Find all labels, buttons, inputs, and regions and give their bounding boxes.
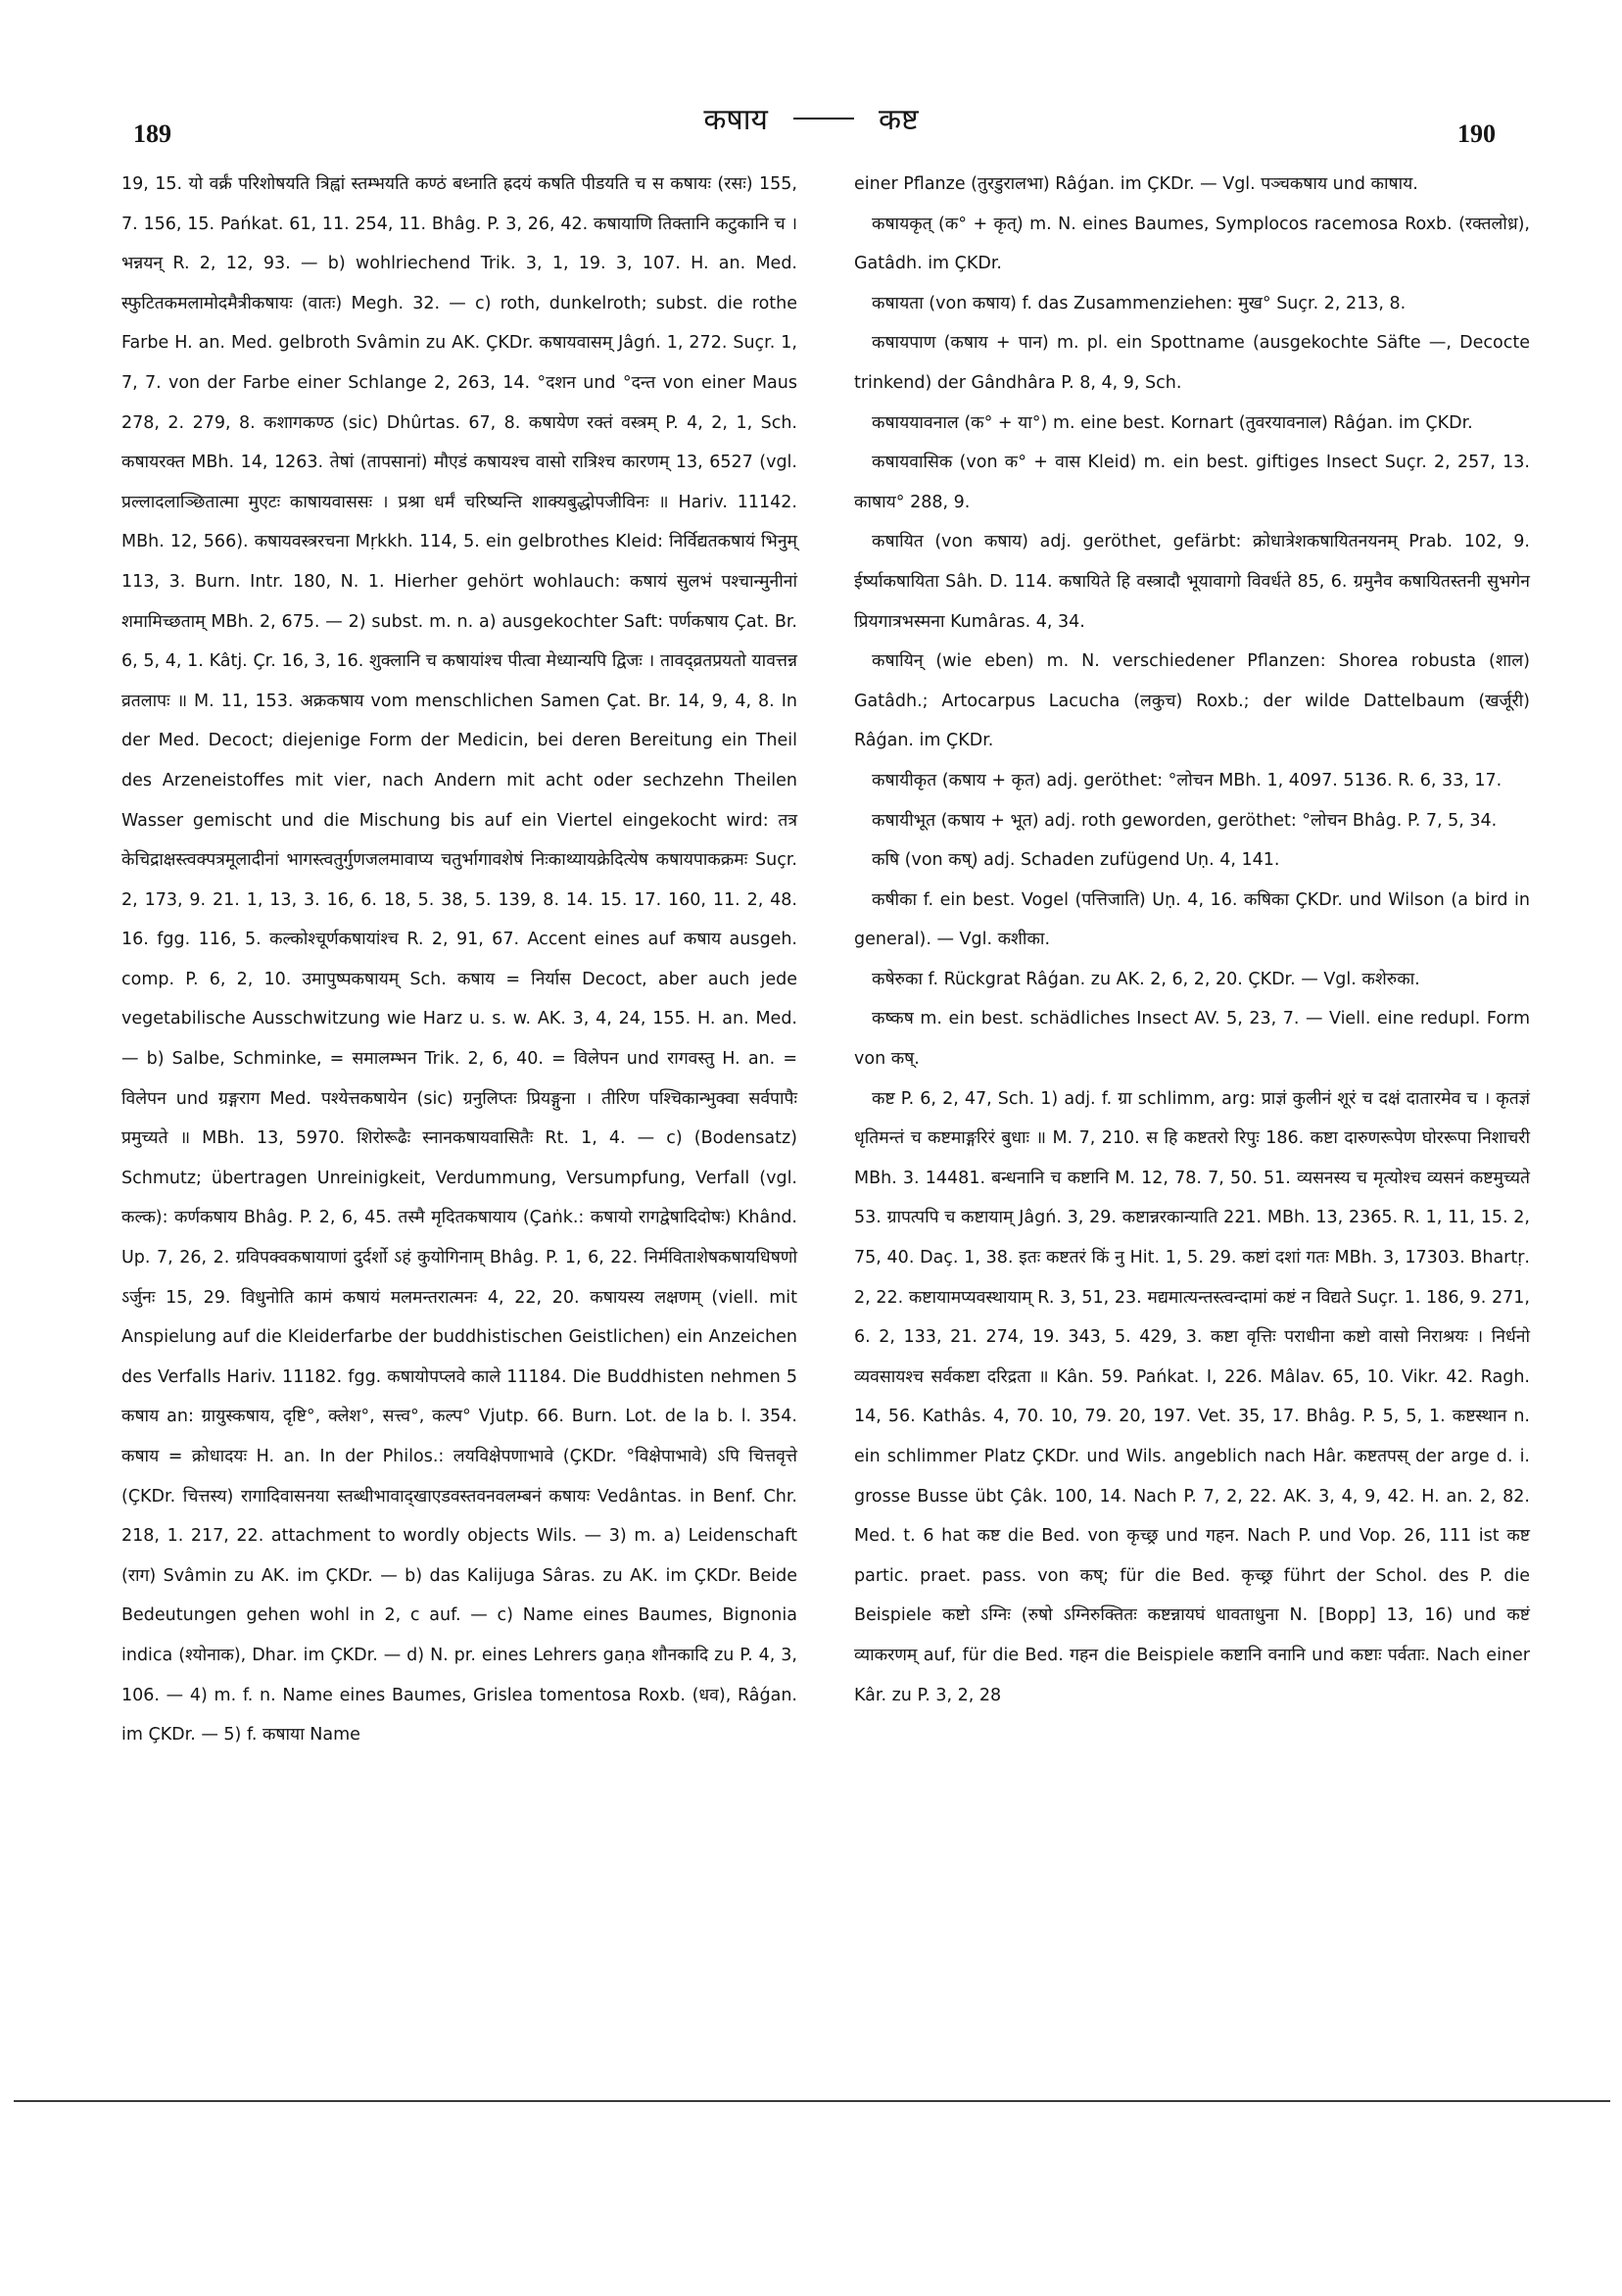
page-number-left: 189 (133, 120, 171, 148)
page-number-right: 190 (1457, 120, 1496, 148)
bottom-rule (14, 2100, 1610, 2102)
entry-kashi: कषि (von कष्) adj. Schaden zufügend Uṇ. 4, 141. (872, 850, 1280, 871)
running-header (0, 98, 1622, 138)
entry-kashkasha: कष्कष m. ein best. schädliches Insect AV. 5, 23, 7. — Viell. eine redupl. Form von कष्. (854, 1009, 1530, 1070)
entry-kashayakrt: कषायकृत् (क° + कृत्) m. N. eines Baumes, Symplocos racemosa Roxb. (रक्तलोध्र), Gatâdh. im ÇKDr. (854, 214, 1530, 274)
entry-kashayata: कषायता (von कषाय) f. das Zusammenziehen: मुख° Suçr. 2, 213, 8. (872, 293, 1407, 313)
entry-kashayita: कषायित (von कषाय) adj. geröthet, gefärbt: क्रोधात्रेशकषायितनयनम् Prab. 102, 9. ईर्ष्याकषायिता Sâh. D. 114. कषायिते हि वस्त्रादौ भूयावागो विवर्धते 85, 6. ग्रमुनैव कषायितस्तनी सुभगेन प्रियगात्रभस्मना Kumâras. 4, 34. (854, 532, 1530, 632)
right-column (854, 165, 1530, 1715)
entry-kashayibhuta: कषायीभूत (कषाय + भूत) adj. roth geworden, geröthet: °लोचन Bhâg. P. 7, 5, 34. (872, 810, 1498, 831)
running-headword-left: कषाय (703, 103, 768, 137)
entry-kashayayavanala: कषाययावनाल (क° + या°) m. eine best. Kornart (तुवरयावनाल) Râǵan. im ÇKDr. (872, 412, 1473, 433)
entry-kashayikrta: कषायीकृत (कषाय + कृत) adj. geröthet: °लोचन MBh. 1, 4097. 5136. R. 6, 33, 17. (872, 770, 1503, 790)
entry-kashayapana: कषायपाण (कषाय + पान) m. pl. ein Spottname (ausgekochte Säfte —, Decocte trinkend) der Gândhâra P. 8, 4, 9, Sch. (854, 333, 1530, 393)
left-column (121, 165, 797, 1755)
entry-kashayavasika: कषायवासिक (von क° + वास Kleid) m. ein best. giftiges Insect Suçr. 2, 257, 13. काषाय° 288, 9. (854, 453, 1530, 512)
running-headword-right: कष्ट (879, 103, 919, 137)
entry-kashayin: कषायिन् (wie eben) m. N. verschiedener Pflanzen: Shorea robusta (शाल) Gatâdh.; Artocarpus Lacucha (लकुच) Roxb.; der wilde Dattelbaum (खर्जूरी) Râǵan. im ÇKDr. (854, 651, 1530, 751)
entry-continuation-kashaya: 19, 15. यो वर्क्रं परिशोषयति त्रिह्वां स्तम्भयति कण्ठं बध्नाति ह्रदयं कषति पीडयति च स कषायः (रसः) 155, 7. 156, 15. Pańkat. 61, 11. 254, 11. Bhâg. P. 3, 26, 42. कषायाणि तिक्तानि कटुकानि च । भन्नयन् R. 2, 12, 93. — b) wohlriechend Trik. 3, 1, 19. 3, 107. H. an. Med. स्फुटितकमलामोदमैत्रीकषायः (वातः) Megh. 32. — c) roth, dunkelroth; subst. die rothe Farbe H. an. Med. gelbroth Svâmin zu AK. ÇKDr. कषायवासम् Jâgń. 1, 272. Suçr. 1, 7, 7. von der Farbe einer Schlange 2, 263, 14. °दशन und °दन्त von einer Maus 278, 2. 279, 8. कशागकण्ठ (sic) Dhûrtas. 67, 8. कषायेण रक्तं वस्त्रम् P. 4, 2, 1, Sch. कषायरक्त MBh. 14, 1263. तेषां (तापसानां) मौएडं कषायश्च वासो रात्रिश्च कारणम् 13, 6527 (vgl. प्रल्लादलाञ्छितात्मा मुएटः काषायवाससः । प्रश्रा धर्मं चरिष्यन्ति शाक्यबुद्धोपजीविनः ॥ Hariv. 11142. MBh. 12, 566). कषायवस्त्ररचना Mṛkkh. 114, 5. ein gelbrothes Kleid: निर्विद्यतकषायं भिनुम् 113, 3. Burn. Intr. 180, N. 1. Hierher gehört wohlauch: कषायं सुलभं पश्चान्मुनीनां शमामिच्छताम् MBh. 2, 675. — 2) subst. m. n. a) ausgekochter Saft: पर्णकषाय Çat. Br. 6, 5, 4, 1. Kâtj. Çr. 16, 3, 16. शुक्लानि च कषायांश्च पीत्वा मेध्यान्यपि द्विजः । तावद्व्रतप्रयतो यावत्तन्न व्रतलापः ॥ M. 11, 153. अक्रकषाय vom menschlichen Samen Çat. Br. 14, 9, 4, 8. In der Med. Decoct; diejenige Form der Medicin, bei deren Bereitung ein Theil des Arzeneistoffes mit vier, nach Andern mit acht oder sechzehn Theilen Wasser gemischt und die Mischung bis auf ein Viertel eingekocht wird: तत्र केचिद्राक्षस्त्वक्पत्रमूलादीनां भागस्त्वतुर्गुणजलमावाप्य चतुर्भागावशेषं निःकाथ्यायक्रेदित्येष कषायपाकक्रमः Suçr. 2, 173, 9. 21. 1, 13, 3. 16, 6. 18, 5. 38, 5. 139, 8. 14. 15. 17. 160, 11. 2, 48. 16. fgg. 116, 5. कल्कोश्चूर्णकषायांश्च R. 2, 91, 67. Accent eines auf कषाय ausgeh. comp. P. 6, 2, 10. उमापुष्पकषायम् Sch. कषाय = निर्यास Decoct, aber auch jede vegetabilische Ausschwitzung wie Harz u. s. w. AK. 3, 4, 24, 155. H. an. Med. — b) Salbe, Schminke, = समालम्भन Trik. 2, 6, 40. = विलेपन und रागवस्तु H. an. = विलेपन und ग्रङ्गराग Med. पश्येत्तकषायेन (sic) ग्रनुलिप्तः प्रियङ्गुना । तीरिण पश्चिकान्भुक्वा सर्वपापैः प्रमुच्यते ॥ MBh. 13, 5970. शिरोरूढैः स्नानकषायवासितैः Rt. 1, 4. — c) (Bodensatz) Schmutz; übertragen Unreinigkeit, Verdummung, Versumpfung, Verfall (vgl. कल्क): कर्णकषाय Bhâg. P. 2, 6, 45. तस्मै मृदितकषायाय (Çaṅk.: कषायो रागद्वेषादिदोषः) Khând. Up. 7, 26, 2. ग्रविपक्वकषायाणां दुर्दर्शो ऽहं कुयोगिनाम् Bhâg. P. 1, 6, 22. निर्मविताशेषकषायधिषणो ऽर्जुनः 15, 29. विधुनोति कामं कषायं मलमन्तरात्मनः 4, 22, 20. कषायस्य लक्षणम् (viell. mit Anspielung auf die Kleiderfarbe der buddhistischen Geistlichen) ein Anzeichen des Verfalls Hariv. 11182. fgg. कषायोपप्लवे काले 11184. Die Buddhisten nehmen 5 कषाय an: ग्रायुस्कषाय, दृष्टि°, क्लेश°, सत्त्व°, कल्प° Vjutp. 66. Burn. Lot. de la b. l. 354. कषाय = क्रोधादयः H. an. In der Philos.: लयविक्षेपणाभावे (ÇKDr. °विक्षेपाभावे) ऽपि चित्तवृत्ते (ÇKDr. चित्तस्य) रागादिवासनया स्तब्धीभावाद्खाएडवस्तवनवलम्बनं कषायः Vedântas. in Benf. Chr. 218, 1. 217, 22. attachment to wordly objects Wils. — 3) m. a) Leidenschaft (राग) Svâmin zu AK. im ÇKDr. — b) das Kalijuga Sâras. zu AK. im ÇKDr. Beide Bedeutungen gehen wohl in 2, c auf. — c) Name eines Baumes, Bignonia indica (श्योनाक), Dhar. im ÇKDr. — d) N. pr. eines Lehrers gaṇa शौनकादि zu P. 4, 3, 106. — 4) m. f. n. Name eines Baumes, Grislea tomentosa Roxb. (धव), Râǵan. im ÇKDr. — 5) f. कषाया Name (121, 174, 798, 1746)
entry-continuation: einer Pflanze (तुरडुरालभा) Râǵan. im ÇKDr. — Vgl. पञ्चकषाय und काषाय. (854, 174, 1418, 194)
header-dash (793, 118, 854, 120)
entry-kashika: कषीका f. ein best. Vogel (पत्तिजाति) Uṇ. 4, 16. कषिका ÇKDr. und Wilson (a bird in general). — Vgl. कशीका. (854, 889, 1530, 950)
entry-kashta: कष्ट P. 6, 2, 47, Sch. 1) adj. f. ग्रा schlimm, arg: प्राज्ञं कुलीनं शूरं च दक्षं दातारमेव च । कृतज्ञं धृतिमन्तं च कष्टमाङ्गरिरं बुधाः ॥ M. 7, 210. स हि कष्टतरो रिपुः 186. कष्टा दारुणरूपेण घोररूपा निशाचरी MBh. 3. 14481. बन्धनानि च कष्टानि M. 12, 78. 7, 50. 51. व्यसनस्य च मृत्योश्च व्यसनं कष्टमुच्यते 53. ग्रापत्पपि च कष्टायाम् Jâgń. 3, 29. कष्टान्नरकान्याति 221. MBh. 13, 2365. R. 1, 11, 15. 2, 75, 40. Daç. 1, 38. इतः कष्टतरं किं नु Hit. 1, 5. 29. कष्टां दशां गतः MBh. 3, 17303. Bhartṛ. 2, 22. कष्टायामप्यवस्थायाम् R. 3, 51, 23. मद्यमात्यन्तस्त्वन्दामां कष्टं न विद्यते Suçr. 1. 186, 9. 271, 6. 2, 133, 21. 274, 19. 343, 5. 429, 3. कष्टा वृत्तिः पराधीना कष्टो वासो निराश्रयः । निर्धनो व्यवसायश्च सर्वकष्टा दरिद्रता ॥ Kân. 59. Pańkat. I, 226. Mâlav. 65, 10. Vikr. 42. Ragh. 14, 56. Kathâs. 4, 70. 10, 79. 20, 197. Vet. 35, 17. Bhâg. P. 5, 5, 1. कष्टस्थान n. ein schlimmer Platz ÇKDr. und Wils. angeblich nach Hâr. कष्टतपस् der arge d. i. grosse Busse übt Çâk. 100, 14. Nach P. 7, 2, 22. AK. 3, 4, 9, 42. H. an. 2, 82. Med. t. 6 hat कष्ट die Bed. von कृच्छ्र und गहन. Nach P. und Vop. 26, 111 ist कष्ट partic. praet. pass. von कष्; für die Bed. कृच्छ्र führt der Schol. des P. die Beispiele कष्टो ऽग्निः (रुषो ऽग्निरुक्तितः कष्टन्नायघं धावताधुना N. [Bopp] 13, 16) und कष्टं व्याकरणम् auf, für die Bed. गहन die Beispiele कष्टानि वनानि und कष्टाः पर्वताः. Nach einer Kâr. zu P. 3, 2, 28 (854, 1088, 1530, 1705)
entry-kasheruka: कषेरुका f. Rückgrat Râǵan. zu AK. 2, 6, 2, 20. ÇKDr. — Vgl. कशेरुका. (872, 969, 1420, 989)
